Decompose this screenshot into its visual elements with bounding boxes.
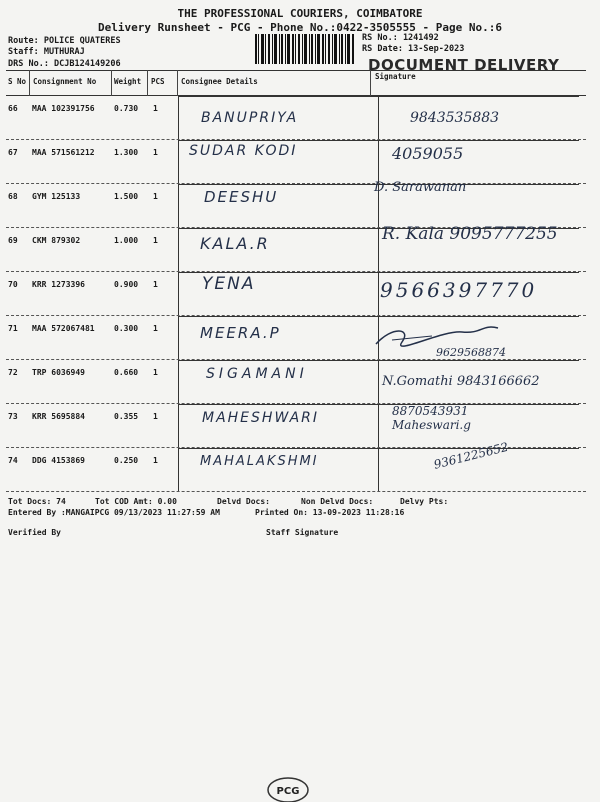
row-sno: 73 xyxy=(8,412,18,421)
col-divider xyxy=(111,70,112,96)
staff-signature: Staff Signature xyxy=(266,528,339,537)
pcg-logo xyxy=(266,772,310,802)
drs-number: DRS No.: DCJB124149206 xyxy=(8,59,121,69)
consignee-name: MAHALAKSHMI xyxy=(200,454,319,469)
col-divider xyxy=(177,70,178,96)
signature: 9566397770 xyxy=(380,278,538,302)
row-consignment: GYM 125133 xyxy=(32,192,81,201)
row-pcs: 1 xyxy=(153,280,158,289)
signature: 4059055 xyxy=(392,144,464,163)
consignee-name: BANUPRIYA xyxy=(201,110,299,126)
delivered-docs: Delvd Docs: xyxy=(217,497,270,506)
pcg-logo-text: PCG xyxy=(276,786,300,797)
row-sno: 70 xyxy=(8,280,18,289)
row-weight: 1.000 xyxy=(114,236,139,245)
row-pcs: 1 xyxy=(153,324,158,333)
col-divider xyxy=(29,70,30,96)
table-row xyxy=(6,360,586,404)
consignee-name: MEERA.P xyxy=(200,324,281,342)
row-consignment: CKM 879302 xyxy=(32,236,81,245)
col-consignee: Consignee Details xyxy=(181,77,258,86)
row-consignment: MAA 102391756 xyxy=(32,104,95,113)
row-pcs: 1 xyxy=(153,412,158,421)
row-sno: 68 xyxy=(8,192,18,201)
col-signature: Signature xyxy=(375,72,416,81)
row-consignment: DDG 4153869 xyxy=(32,456,85,465)
row-consignment: TRP 6036949 xyxy=(32,368,85,377)
row-sno: 69 xyxy=(8,236,18,245)
non-delivered-docs: Non Delvd Docs: xyxy=(301,497,374,506)
col-weight: Weight xyxy=(114,77,142,86)
route-label: Route: POLICE QUATERES xyxy=(8,36,121,46)
signature: 9843535883 xyxy=(410,110,500,126)
signature: R. Kala 9095777255 xyxy=(382,224,558,244)
header-top-rule xyxy=(6,70,586,71)
rs-number: RS No.: 1241492 xyxy=(362,33,439,43)
row-pcs: 1 xyxy=(153,236,158,245)
entered-by: Entered By :MANGAIPCG 09/13/2023 11:27:59 AM xyxy=(8,508,220,517)
row-sno: 67 xyxy=(8,148,18,157)
consignee-name: DEESHU xyxy=(204,188,279,206)
runsheet-title: Delivery Runsheet - PCG - Phone No.:0422-3505555 - Page No.:6 xyxy=(98,21,502,34)
total-cod-amount: Tot COD Amt: 0.00 xyxy=(95,497,177,506)
company-title: THE PROFESSIONAL COURIERS, COIMBATORE xyxy=(177,7,423,20)
delivery-points: Delvy Pts: xyxy=(400,497,449,506)
col-consignment: Consignment No xyxy=(33,77,97,86)
row-pcs: 1 xyxy=(153,368,158,377)
table-row xyxy=(6,140,586,184)
row-separator xyxy=(6,491,586,492)
total-docs: Tot Docs: 74 xyxy=(8,497,66,506)
printed-on: Printed On: 13-09-2023 11:28:16 xyxy=(255,508,405,517)
row-pcs: 1 xyxy=(153,456,158,465)
row-weight: 1.500 xyxy=(114,192,139,201)
col-sno: S No xyxy=(8,77,27,86)
consignee-name: YENA xyxy=(202,274,256,294)
row-consignment: MAA 572067481 xyxy=(32,324,95,333)
row-weight: 0.250 xyxy=(114,456,139,465)
signature: 9361225652 xyxy=(432,439,510,472)
table-row xyxy=(6,180,586,228)
row-weight: 0.730 xyxy=(114,104,139,113)
row-consignment: MAA 571561212 xyxy=(32,148,95,157)
signature: N.Gomathi 9843166662 xyxy=(382,374,540,389)
col-pcs: PCS xyxy=(151,77,165,86)
row-sno: 74 xyxy=(8,456,18,465)
table-row xyxy=(6,439,586,492)
row-pcs: 1 xyxy=(153,104,158,113)
row-sno: 71 xyxy=(8,324,18,333)
row-pcs: 1 xyxy=(153,192,158,201)
row-weight: 0.660 xyxy=(114,368,139,377)
consignee-name: MAHESHWARI xyxy=(202,410,320,426)
table-row xyxy=(6,272,586,316)
signature: D. Sarawanan xyxy=(374,180,467,195)
barcode xyxy=(255,34,355,64)
table-row xyxy=(6,224,586,272)
row-consignment: KRR 1273396 xyxy=(32,280,85,289)
table-row xyxy=(6,316,586,360)
col-divider xyxy=(370,70,371,96)
row-weight: 0.355 xyxy=(114,412,139,421)
signature: 9629568874 xyxy=(436,346,506,359)
table-row xyxy=(6,96,586,140)
row-weight: 1.300 xyxy=(114,148,139,157)
row-sno: 72 xyxy=(8,368,18,377)
consignee-name: SUDAR KODI xyxy=(189,143,298,159)
row-weight: 0.900 xyxy=(114,280,139,289)
staff-label: Staff: MUTHURAJ xyxy=(8,47,85,57)
row-pcs: 1 xyxy=(153,148,158,157)
signature: 8870543931 Maheswari.g xyxy=(392,404,471,432)
rs-date: RS Date: 13-Sep-2023 xyxy=(362,44,465,54)
row-consignment: KRR 5695884 xyxy=(32,412,85,421)
col-divider xyxy=(147,70,148,96)
consignee-name: SIGAMANI xyxy=(206,366,308,382)
verified-by: Verified By xyxy=(8,528,61,537)
row-weight: 0.300 xyxy=(114,324,139,333)
document-delivery-stamp: DOCUMENT DELIVERY xyxy=(368,56,560,74)
consignee-name: KALA.R xyxy=(200,234,270,253)
row-sno: 66 xyxy=(8,104,18,113)
